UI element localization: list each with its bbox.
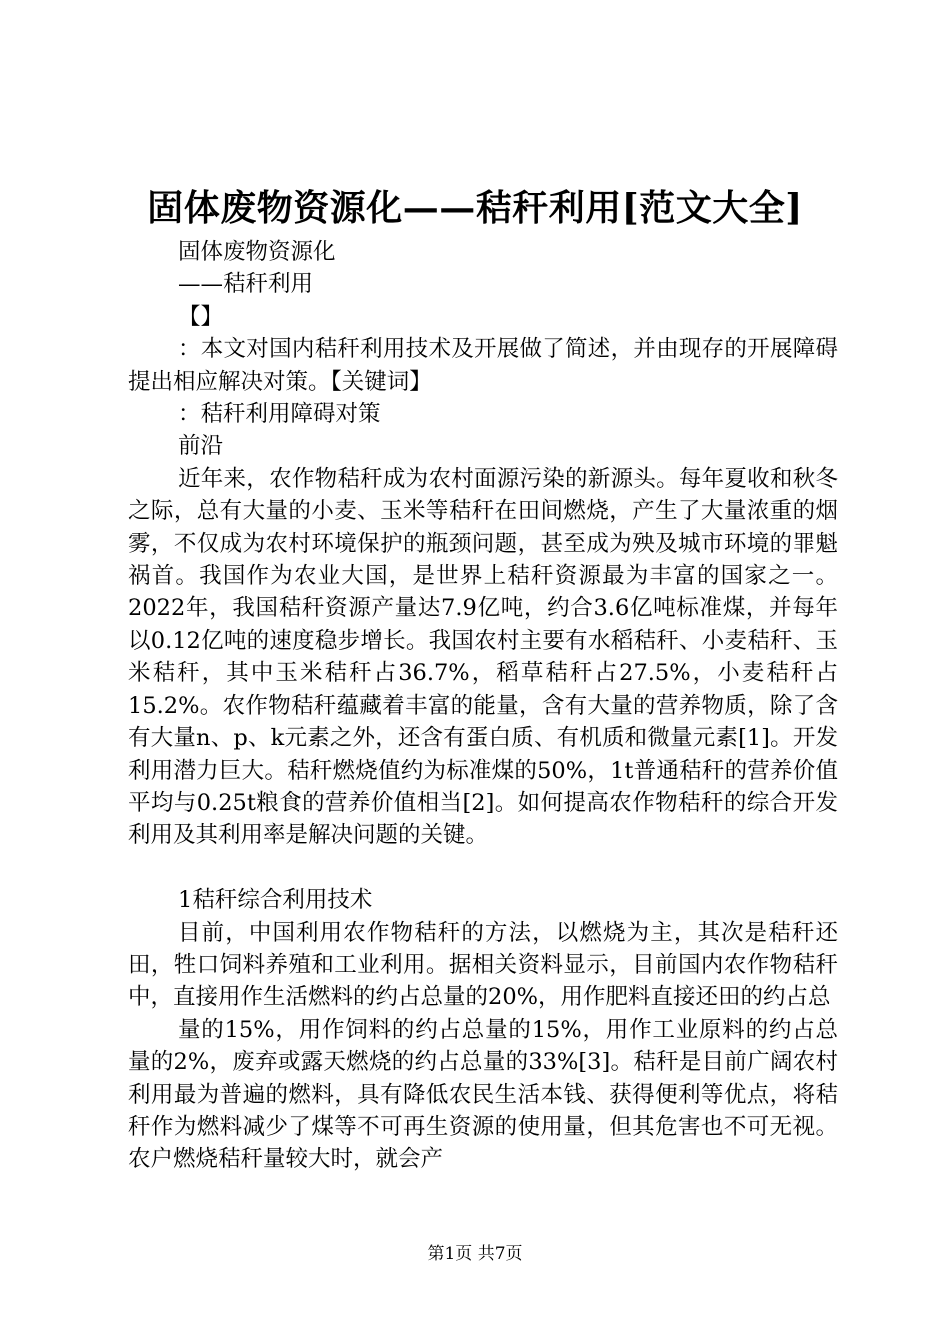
section-heading-preface: 前沿 [178, 433, 224, 460]
document-title: 固体废物资源化——秸秆利用[范文大全] [147, 187, 803, 229]
abstract-heading: 【】 [178, 303, 224, 330]
subtitle-line-2: ——秸秆利用 [178, 271, 314, 298]
body-paragraph-usage: 量的15%，用作饲料的约占总量的15%，用作工业原料的约占总量的2%，废弃或露天燃烧的约占总量的33%[3]。秸秆是目前广阔农村利用最为普遍的燃料，具有降低农民生活本钱、获得便利等优点，将秸秆作为燃料减少了煤等不可再生资源的使用量，但其危害也不可无视。农户燃烧秸秆量较大时，就会产 [128, 1016, 838, 1173]
paragraph-spacer [128, 852, 838, 884]
keywords-paragraph: ：秸秆利用障碍对策 [178, 401, 381, 428]
document-body [128, 236, 838, 1176]
body-paragraph-intro: 近年来，农作物秸秆成为农村面源污染的新源头。每年夏收和秋冬之际，总有大量的小麦、玉米等秸秆在田间燃烧，产生了大量浓重的烟雾，不仅成为农村环境保护的瓶颈问题，甚至成为殃及城市环境的罪魁祸首。我国作为农业大国，是世界上秸秆资源最为丰富的国家之一。2022年，我国秸秆资源产量达7.9亿吨，约合3.6亿吨标准煤，并每年以0.12亿吨的速度稳步增长。我国农村主要有水稻秸秆、小麦秸秆、玉米秸秆，其中玉米秸秆占36.7%，稻草秸秆占27.5%，小麦秸秆占15.2%。农作物秸秆蕴藏着丰富的能量，含有大量的营养物质，除了含有大量n、p、k元素之外，还含有蛋白质、有机质和微量元素[1]。开发利用潜力巨大。秸秆燃烧值约为标准煤的50%，1t普通秸秆的营养价值平均与0.25t粮食的营养价值相当[2]。如何提高农作物秸秆的综合开发利用及其利用率是解决问题的关键。 [128, 465, 838, 849]
subtitle-line-1: 固体废物资源化 [178, 239, 336, 265]
section-heading-1: 1秸秆综合利用技术 [178, 887, 373, 914]
page-footer: 第1页 共7页 [427, 1244, 523, 1264]
body-paragraph-methods: 目前，中国利用农作物秸秆的方法，以燃烧为主，其次是秸秆还田，牲口饲料养殖和工业利用。据相关资料显示，目前国内农作物秸秆中，直接用作生活燃料的约占总量的20%，用作肥料直接还田的约占总 [128, 919, 838, 1011]
abstract-paragraph: ：本文对国内秸秆利用技术及开展做了简述，并由现存的开展障碍提出相应解决对策。【关键词】 [128, 336, 838, 395]
